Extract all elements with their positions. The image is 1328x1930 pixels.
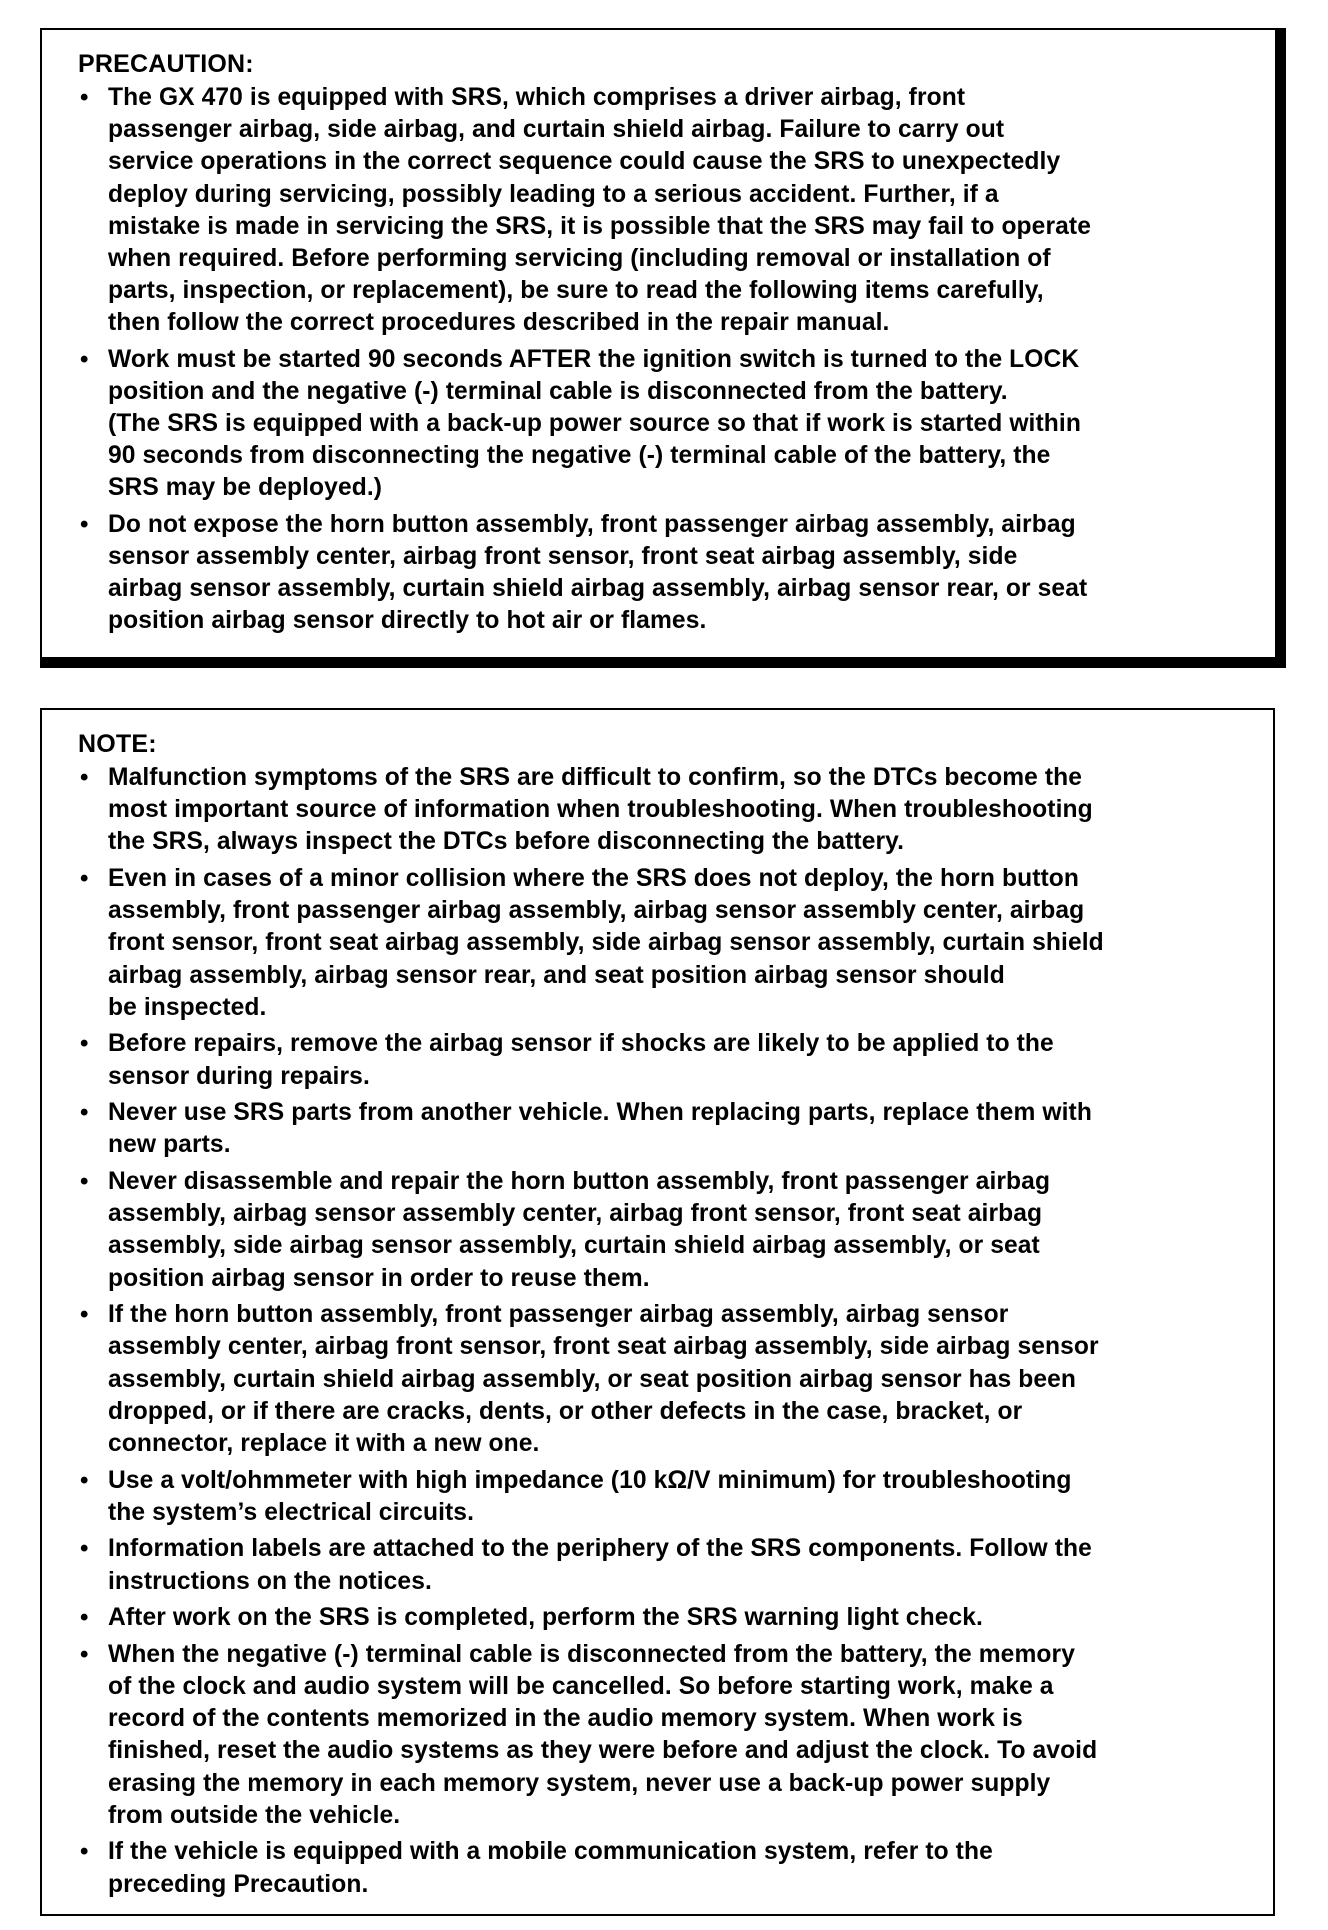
note-item-text: Malfunction symptoms of the SRS are difficult to confirm, so the DTCs become the most important source of information when troubleshooting. When troubleshooting the SRS, always inspect the DTCs before disconnecting the battery. (108, 764, 1093, 856)
bullet-icon: • (80, 1604, 89, 1632)
note-item-text: If the horn button assembly, front passenger airbag assembly, airbag sensor assembly center, airbag front sensor, front seat airbag assembly, side airbag sensor assembly, curtain shield airbag assembly, or seat position airbag sensor has been dropped, or if there are cracks, dents, or other defects in the case, bracket, or connector, replace it with a new one. (108, 1301, 1099, 1458)
precaution-item (78, 344, 1245, 505)
note-item (78, 1639, 1243, 1832)
note-item (78, 863, 1243, 1024)
note-item-text: Information labels are attached to the periphery of the SRS components. Follow the instructions on the notices. (108, 1535, 1092, 1595)
note-item-text: After work on the SRS is completed, perform the SRS warning light check. (108, 1604, 983, 1632)
bullet-icon: • (80, 1640, 89, 1668)
note-item (78, 1166, 1243, 1295)
precaution-item-text: The GX 470 is equipped with SRS, which comprises a driver airbag, front passenger airbag, side airbag, and curtain shield airbag. Failure to carry out service operations in the correct sequence could cause the SRS to unexpectedly deploy during servicing, possibly leading to a serious accident. Further, if a mistake is made in servicing the SRS, it is possible that the SRS may fail to operate when required. Before performing servicing (including removal or installation of parts, inspection, or replacement), be sure to read the following items carefully, then follow the correct procedures described in the repair manual. (108, 84, 1091, 337)
precaution-item-text: Work must be started 90 seconds AFTER the ignition switch is turned to the LOCK position and the negative (-) terminal cable is disconnected from the battery. (The SRS is equipped with a back-up power source so that if work is started within 90 seconds from disconnecting the negative (-) terminal cable of the battery, the SRS may be deployed.) (108, 345, 1081, 502)
note-item-text: Before repairs, remove the airbag sensor if shocks are likely to be applied to the sensor during repairs. (108, 1030, 1054, 1090)
precaution-heading: PRECAUTION: (78, 50, 254, 78)
note-item-text: Use a volt/ohmmeter with high impedance (10 kΩ/V minimum) for troubleshooting the system’s electrical circuits. (108, 1466, 1072, 1526)
bullet-icon: • (80, 1301, 89, 1329)
note-item (78, 1602, 1243, 1634)
note-item (78, 1533, 1243, 1597)
note-item-text: Never disassemble and repair the horn button assembly, front passenger airbag assembly, airbag sensor assembly center, airbag front sensor, front seat airbag assembly, side airbag sensor assembly, curtain shield airbag assembly, or seat position airbag sensor in order to reuse them. (108, 1168, 1051, 1292)
precaution-item (78, 509, 1245, 638)
note-item-text: When the negative (-) terminal cable is disconnected from the battery, the memory of the clock and audio system will be cancelled. So before starting work, make a record of the contents memorized in the audio memory system. When work is finished, reset the audio systems as they were before and adjust the clock. To avoid erasing the memory in each memory system, never use a back-up power supply from outside the vehicle. (108, 1640, 1098, 1829)
bullet-icon: • (80, 345, 89, 373)
note-item-text: Even in cases of a minor collision where the SRS does not deploy, the horn button assembly, front passenger airbag assembly, airbag sensor assembly center, airbag front sensor, front seat airbag assembly, side airbag sensor assembly, curtain shield airbag assembly, airbag sensor rear, and seat position airbag sensor should be inspected. (108, 865, 1104, 1021)
note-list (78, 762, 1243, 1901)
note-item (78, 1465, 1243, 1529)
note-item-text: Never use SRS parts from another vehicle. When replacing parts, replace them with new parts. (108, 1099, 1092, 1159)
bullet-icon: • (80, 1099, 89, 1127)
note-item (78, 1097, 1243, 1161)
bullet-icon: • (80, 510, 89, 538)
bullet-icon: • (80, 84, 89, 111)
precaution-list (78, 82, 1245, 637)
bullet-icon: • (80, 1838, 89, 1866)
note-item (78, 762, 1243, 859)
note-item (78, 1836, 1243, 1900)
note-item (78, 1028, 1243, 1092)
precaution-item-text: Do not expose the horn button assembly, front passenger airbag assembly, airbag sensor assembly center, airbag front sensor, front seat airbag assembly, side airbag sensor assembly, curtain shield airbag assembly, airbag sensor rear, or seat position airbag sensor directly to hot air or flames. (108, 510, 1088, 635)
note-heading: NOTE: (78, 730, 157, 758)
note-item-text: If the vehicle is equipped with a mobile communication system, refer to the preceding Precaution. (108, 1838, 993, 1898)
bullet-icon: • (80, 1535, 89, 1563)
bullet-icon: • (80, 1030, 89, 1058)
precaution-item (78, 82, 1245, 340)
bullet-icon: • (80, 1168, 89, 1195)
note-box (40, 708, 1275, 1916)
note-item (78, 1299, 1243, 1460)
bullet-icon: • (80, 1466, 89, 1494)
precaution-box (40, 28, 1286, 668)
bullet-icon: • (80, 764, 89, 791)
bullet-icon: • (80, 865, 89, 892)
